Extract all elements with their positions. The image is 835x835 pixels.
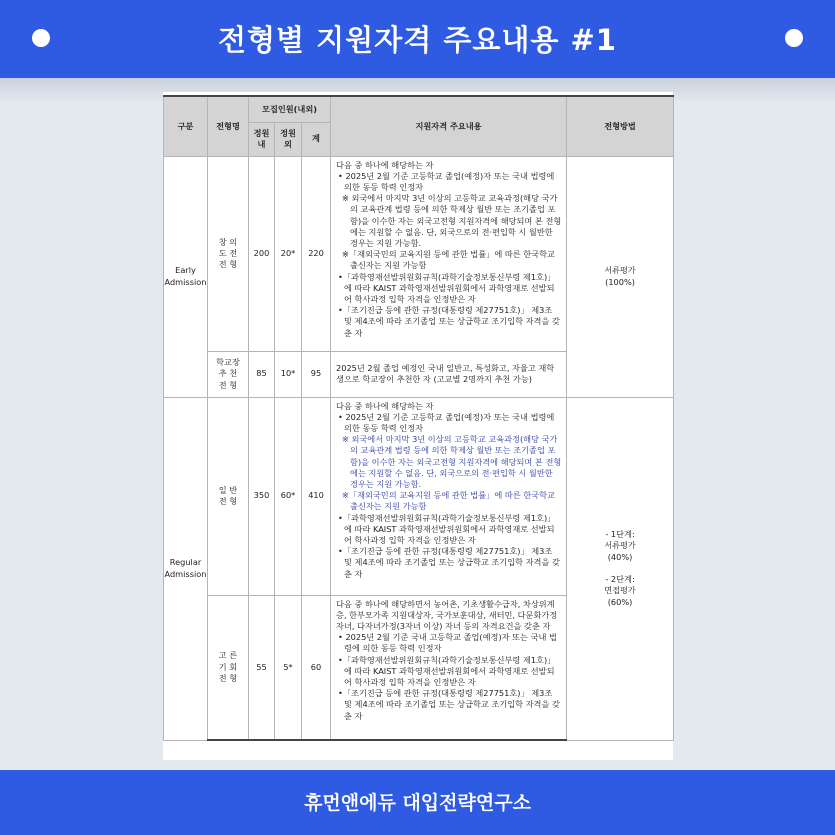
track-name: 일 반 전 형 [208,397,249,595]
qualification-item: 다음 중 하나에 해당하면서 농어촌, 기초생활수급자, 차상위계층, 한부모가족 지원대상자, 국가보훈대상, 새터민, 다문화가정 자녀, 다자녀가정(3자녀 이상) 자녀 등의 자격요건을 갖춘 자 [336,598,558,631]
quota-in: 350 [249,397,275,595]
qualification-item: 다음 중 하나에 해당하는 자 [336,400,434,411]
qualification-item: •「조기진급 등에 관한 규정(대통령령 제27751호)」 제3조 및 제4조에 따라 조기졸업 또는 상급학교 조기입학 자격을 갖춘 자 [338,546,560,579]
track-name: 학교장 추 천 전 형 [208,351,249,397]
header-quota-total: 계 [302,122,331,156]
quota-total: 220 [302,156,331,351]
category-regular: Regular Admission [164,397,208,740]
header-quota-out: 정원 외 [275,122,302,156]
header-category: 구분 [164,96,208,156]
qualification-cell [331,595,567,740]
quota-out: 5* [275,595,302,740]
qualification-item: 다음 중 하나에 해당하는 자 [336,159,434,170]
qualification-item: ※「재외국민의 교육지원 등에 관한 법률」에 따른 한국학교 출신자는 지원 가능함 [342,249,555,271]
qualification-item: •「과학영재선발위원회규칙(과학기술정보통신부령 제1호)」에 따라 KAIST 과학영재선발위원회에서 과학영재로 선발되어 학사과정 입학 자격을 인정받은 자 [338,654,556,687]
quota-in: 55 [249,595,275,740]
quota-in: 200 [249,156,275,351]
qualification-item: ※ 외국에서 마지막 3년 이상의 고등학교 교육과정(해당 국가의 교육관계 법령 등에 의한 학제상 월반 또는 조기졸업 포함)을 이수한 자는 외국고전형 지원자격에 해당되며 본 전형에는 지원할 수 없음. 단, 외국으로의 전·편입학 시 월반한 경우는 지원 가능함. [342,434,562,489]
header-track: 전형명 [208,96,249,156]
qualification-item: ※ 외국에서 마지막 3년 이상의 고등학교 교육과정(해당 국가의 교육관계 법령 등에 의한 학제상 월반 또는 조기졸업 포함)을 이수한 자는 외국고전형 지원자격에 해당되며 본 전형에는 지원할 수 없음. 단, 외국으로의 전·편입학 시 월반한 경우는 지원 가능함. [342,193,562,248]
qualification-item: •「과학영재선발위원회규칙(과학기술정보통신부령 제1호)」에 따라 KAIST 과학영재선발위원회에서 과학영재로 선발되어 학사과정 입학 자격을 인정받은 자 [338,271,556,304]
qualification-cell [331,156,567,351]
header-qualification: 지원자격 주요내용 [331,96,567,156]
quota-total: 95 [302,351,331,397]
quota-total: 60 [302,595,331,740]
qualification-item: • 2025년 2월 기준 고등학교 졸업(예정)자 또는 국내 법령에 의한 동등 학력 인정자 [338,170,555,192]
qualification-item: • 2025년 2월 기준 국내 고등학교 졸업(예정)자 또는 국내 법령에 의한 동등 학력 인정자 [338,632,557,654]
qualification-item: 2025년 2월 졸업 예정인 국내 일반고, 특성화고, 자율고 재학생으로 학교장이 추천한 자 (고교별 2명까지 추천 가능) [336,362,555,384]
qualification-item: •「조기진급 등에 관한 규정(대통령령 제27751호)」 제3조 및 제4조에 따라 조기졸업 또는 상급학교 조기입학 자격을 갖춘 자 [338,305,560,338]
qualification-item: •「조기진급 등에 관한 규정(대통령령 제27751호)」 제3조 및 제4조에 따라 조기졸업 또는 상급학교 조기입학 자격을 갖춘 자 [338,688,560,721]
category-early: Early Admission [164,156,208,397]
header-quota-group: 모집인원(내외) [249,96,331,122]
method-regular: - 1단계: 서류평가 (40%) - 2단계: 면접평가 (60%) [567,397,674,740]
track-name: 고 른 기 회 전 형 [208,595,249,740]
footer-brand: 휴먼앤에듀 대입전략연구소 [304,792,531,814]
qualification-item: •「과학영재선발위원회규칙(과학기술정보통신부령 제1호)」에 따라 KAIST 과학영재선발위원회에서 과학영재로 선발되어 학사과정 입학 자격을 인정받은 자 [338,512,556,545]
quota-out: 60* [275,397,302,595]
quota-out: 20* [275,156,302,351]
method-early: 서류평가 (100%) [567,156,674,397]
header-quota-in: 정원 내 [249,122,275,156]
qualification-item: • 2025년 2월 기준 고등학교 졸업(예정)자 또는 국내 법령에 의한 동등 학력 인정자 [338,411,555,433]
document-page [163,92,673,760]
track-name: 창 의 도 전 전 형 [208,156,249,351]
qualification-cell [331,397,567,595]
quota-out: 10* [275,351,302,397]
page-title: 전형별 지원자격 주요내용 #1 [218,23,617,57]
admission-table [163,95,674,741]
quota-in: 85 [249,351,275,397]
qualification-cell [331,351,567,397]
quota-total: 410 [302,397,331,595]
qualification-item: ※「재외국민의 교육지원 등에 관한 법률」에 따른 한국학교 출신자는 지원 가능함 [342,490,555,512]
header-method: 전형방법 [567,96,674,156]
